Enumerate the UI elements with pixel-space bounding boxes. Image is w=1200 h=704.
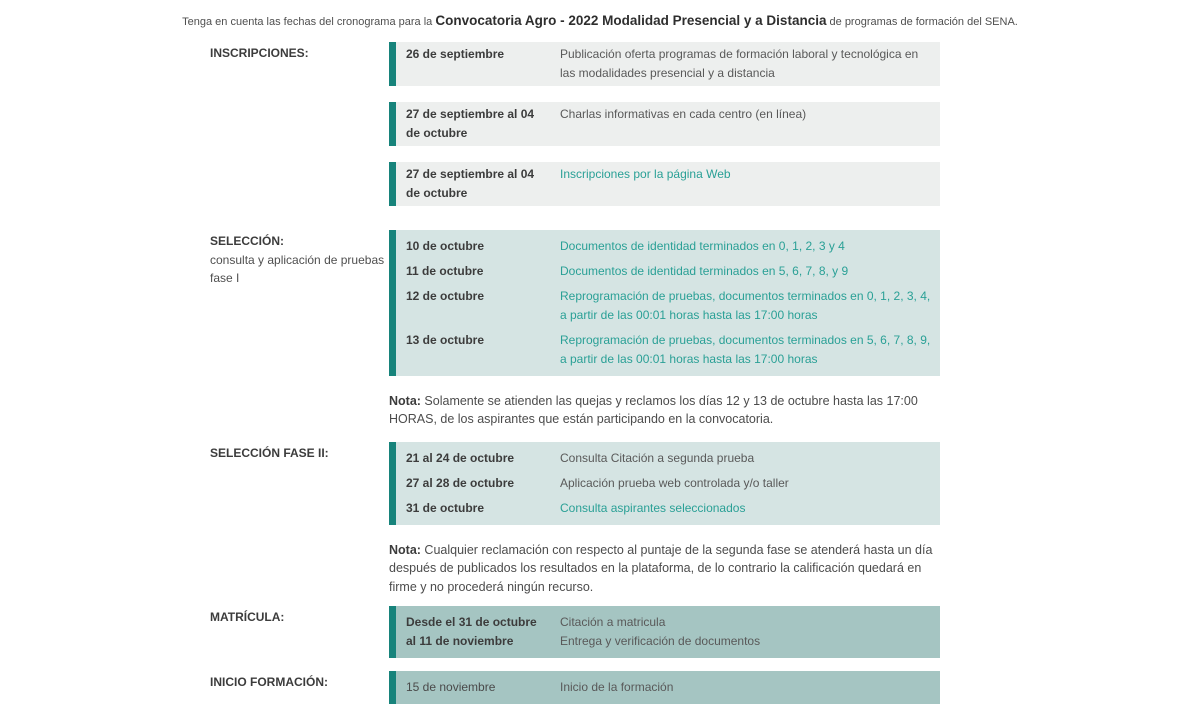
nota-fase2 xyxy=(389,541,940,597)
schedule-block xyxy=(389,606,940,658)
row-date: 15 de noviembre xyxy=(406,679,496,694)
row-date: 12 de octubre xyxy=(406,288,485,303)
schedule-row xyxy=(389,162,940,206)
rows-seleccion xyxy=(389,230,940,429)
section-seleccion xyxy=(210,230,940,429)
section-label-col xyxy=(210,671,389,692)
page-title-suffix: de programas de formación del SENA. xyxy=(826,16,1018,28)
documentos-0-4-link[interactable]: Documentos de identidad terminados en 0, 1, 2, 3 y 4 xyxy=(560,238,845,253)
schedule-row xyxy=(389,42,940,86)
row-date: Desde el 31 de octubre al 11 de noviembre xyxy=(406,615,537,648)
schedule-row xyxy=(396,496,940,521)
row-date: 27 de septiembre al 04 de octubre xyxy=(406,107,535,141)
row-date: 10 de octubre xyxy=(406,238,485,253)
section-label-seleccion: SELECCIÓN: xyxy=(210,233,285,248)
rows-fase2 xyxy=(389,442,940,596)
row-description: Consulta Citación a segunda prueba xyxy=(560,450,755,465)
reprogramacion-5-9-link[interactable]: Reprogramación de pruebas, documentos terminados en 5, 6, 7, 8, 9, a partir de las 00:01 horas hasta las 17:00 horas xyxy=(560,332,931,366)
nota-label: Nota: xyxy=(389,542,421,557)
section-label-fase2: SELECCIÓN FASE II: xyxy=(210,445,329,460)
row-description xyxy=(560,613,932,651)
nota-label: Nota: xyxy=(389,393,421,408)
schedule-row xyxy=(396,446,940,471)
row-date: 26 de septiembre xyxy=(406,47,505,62)
row-date: 27 al 28 de octubre xyxy=(406,475,515,490)
matricula-desc-line1: Citación a matricula xyxy=(560,615,666,630)
row-date: 13 de octubre xyxy=(406,332,485,347)
rows-inicio xyxy=(389,671,940,704)
schedule-row xyxy=(396,675,940,700)
section-label-col xyxy=(210,606,389,627)
schedule-row xyxy=(396,328,940,372)
section-label-inicio: INICIO FORMACIÓN: xyxy=(210,674,328,689)
inscripciones-web-link[interactable]: Inscripciones por la página Web xyxy=(560,167,731,182)
matricula-desc-line2: Entrega y verificación de documentos xyxy=(560,634,761,648)
schedule-row xyxy=(396,259,940,284)
row-description: Publicación oferta programas de formación laboral y tecnológica en las modalidades presencial y a distancia xyxy=(560,47,919,81)
section-seleccion-fase2 xyxy=(210,442,940,596)
schedule-block xyxy=(389,671,940,704)
rows-matricula xyxy=(389,606,940,658)
page-title-highlight: Convocatoria Agro - 2022 Modalidad Presencial y a Distancia xyxy=(435,13,827,28)
row-date: 11 de octubre xyxy=(406,263,484,278)
section-label-matricula: MATRÍCULA: xyxy=(210,610,285,625)
section-label-col xyxy=(210,230,389,288)
section-label-col xyxy=(210,442,389,463)
row-description: Aplicación prueba web controlada y/o taller xyxy=(560,475,789,490)
schedule-row xyxy=(396,284,940,328)
schedule-content xyxy=(210,42,940,704)
rows-inscripciones xyxy=(389,42,940,222)
page-title xyxy=(0,0,1200,31)
row-description: Charlas informativas en cada centro (en línea) xyxy=(560,107,807,122)
section-inscripciones xyxy=(210,42,940,222)
row-description: Inicio de la formación xyxy=(560,679,674,694)
schedule-row xyxy=(396,610,940,654)
section-matricula xyxy=(210,606,940,658)
schedule-row xyxy=(389,102,940,146)
section-sublabel-seleccion: consulta y aplicación de pruebas fase I xyxy=(210,252,385,286)
reprogramacion-0-4-link[interactable]: Reprogramación de pruebas, documentos terminados en 0, 1, 2, 3, 4, a partir de las 00:01 horas hasta las 17:00 horas xyxy=(560,288,931,322)
documentos-5-9-link[interactable]: Documentos de identidad terminados en 5, 6, 7, 8, y 9 xyxy=(560,263,849,278)
schedule-row xyxy=(396,471,940,496)
nota-text: Solamente se atienden las quejas y reclamos los días 12 y 13 de octubre hasta las 17:00 HORAS, de los aspirantes que están participando en la convocatoria. xyxy=(389,393,918,427)
section-label-col xyxy=(210,42,389,63)
schedule-block xyxy=(389,230,940,376)
section-inicio-formacion xyxy=(210,671,940,704)
section-label-inscripciones: INSCRIPCIONES: xyxy=(210,46,309,61)
consulta-seleccionados-link[interactable]: Consulta aspirantes seleccionados xyxy=(560,500,746,515)
row-date: 21 al 24 de octubre xyxy=(406,450,515,465)
schedule-block xyxy=(389,442,940,525)
page-title-prefix: Tenga en cuenta las fechas del cronograma para la xyxy=(182,16,436,28)
row-date: 31 de octubre xyxy=(406,500,485,515)
nota-text: Cualquier reclamación con respecto al puntaje de la segunda fase se atenderá hasta un día después de publicados los resultados en la plataforma, de lo contrario la calificación quedará en firme y no procederá ningún recurso. xyxy=(389,542,933,594)
nota-seleccion xyxy=(389,392,940,429)
row-date: 27 de septiembre al 04 de octubre xyxy=(406,167,535,201)
schedule-row xyxy=(396,234,940,259)
